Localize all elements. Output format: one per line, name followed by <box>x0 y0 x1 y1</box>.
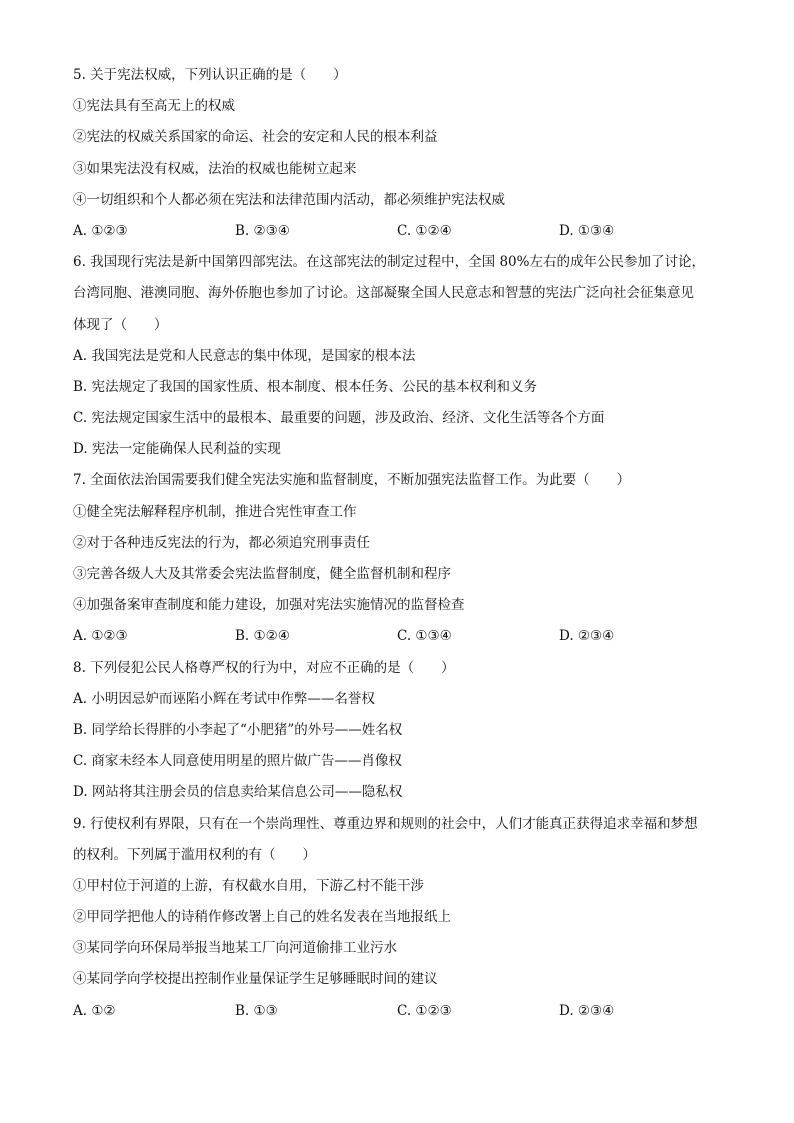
option-c: C. 宪法规定国家生活中的最根本、最重要的问题，涉及政治、经济、文化生活等各个方面 <box>73 410 605 427</box>
question-stem-line: 体现了（ ） <box>73 316 168 333</box>
options-row <box>73 625 733 656</box>
statement: ②宪法的权威关系国家的命运、社会的安定和人民的根本利益 <box>73 129 438 146</box>
statement: ①甲村位于河道的上游，有权截水自用，下游乙村不能干涉 <box>73 877 424 894</box>
question-7 <box>73 469 733 656</box>
option-c: C. ①③④ <box>397 628 452 645</box>
statement: ②对于各种违反宪法的行为，都必须追究刑事责任 <box>73 534 370 551</box>
statement: ③完善各级人大及其常委会宪法监督制度，健全监督机制和程序 <box>73 566 451 582</box>
questions-section <box>73 64 733 1031</box>
statement: ④某同学向学校提出控制作业量保证学生足够睡眠时间的建议 <box>73 971 438 988</box>
options-row <box>73 1000 733 1031</box>
statement: ④一切组织和个人都必须在宪法和法律范围内活动，都必须维护宪法权威 <box>73 191 505 208</box>
question-6 <box>73 251 733 469</box>
question-stem-line: 的权利。下列属于滥用权利的有（ ） <box>73 846 316 863</box>
option-d: D. ①③④ <box>559 222 615 239</box>
option-a: A. ①②③ <box>73 628 128 645</box>
option-a: A. 我国宪法是党和人民意志的集中体现，是国家的根本法 <box>73 347 416 364</box>
question-stem: 7. 全面依法治国需要我们健全宪法实施和监督制度，不断加强宪法监督工作。为此要（ ） <box>73 472 631 489</box>
statement: ②甲同学把他人的诗稍作修改署上自己的姓名发表在当地报纸上 <box>73 909 451 926</box>
option-b: B. 宪法规定了我国的国家性质、根本制度、根本任务、公民的基本权利和义务 <box>73 378 538 395</box>
option-a: A. ①② <box>73 1002 116 1019</box>
option-a: A. ①②③ <box>73 222 128 239</box>
question-stem-line: 9. 行使权利有界限，只有在一个崇尚理性、尊重边界和规则的社会中，人们才能真正获得追求幸福和梦想 <box>73 815 698 832</box>
question-stem-line: 台湾同胞、港澳同胞、海外侨胞也参加了讨论。这部凝聚全国人民意志和智慧的宪法广泛向社会征集意见 <box>73 285 694 302</box>
question-5 <box>73 64 733 251</box>
option-b: B. 同学给长得胖的小李起了“小肥猪”的外号——姓名权 <box>73 721 403 738</box>
statement: ④加强备案审查制度和能力建设，加强对宪法实施情况的监督检查 <box>73 597 465 614</box>
question-8 <box>73 657 733 813</box>
options-row <box>73 220 733 251</box>
question-stem-line: 6. 我国现行宪法是新中国第四部宪法。在这部宪法的制定过程中，全国 80%左右的成年公民参加了讨论， <box>73 254 705 271</box>
option-b: B. ②③④ <box>235 222 290 239</box>
option-a: A. 小明因忌妒而诬陷小辉在考试中作弊——名誉权 <box>73 690 375 707</box>
option-c: C. 商家未经本人同意使用明星的照片做广告——肖像权 <box>73 753 402 770</box>
statement: ①健全宪法解释程序机制，推进合宪性审查工作 <box>73 503 357 520</box>
question-9 <box>73 813 733 1031</box>
option-d: D. 网站将其注册会员的信息卖给某信息公司——隐私权 <box>73 784 403 801</box>
option-c: C. ①②④ <box>397 222 452 239</box>
statement: ①宪法具有至高无上的权威 <box>73 98 235 115</box>
option-b: B. ①②④ <box>235 628 290 645</box>
option-d: D. 宪法一定能确保人民利益的实现 <box>73 441 281 458</box>
option-d: D. ②③④ <box>559 628 615 645</box>
option-c: C. ①②③ <box>397 1002 452 1019</box>
statement: ③如果宪法没有权威，法治的权威也能树立起来 <box>73 160 357 177</box>
option-d: D. ②③④ <box>559 1002 615 1019</box>
question-stem: 5. 关于宪法权威，下列认识正确的是（ ） <box>73 67 347 83</box>
option-b: B. ①③ <box>235 1002 278 1019</box>
statement: ③某同学向环保局举报当地某工厂向河道偷排工业污水 <box>73 940 397 957</box>
question-stem: 8. 下列侵犯公民人格尊严权的行为中，对应不正确的是（ ） <box>73 659 455 676</box>
